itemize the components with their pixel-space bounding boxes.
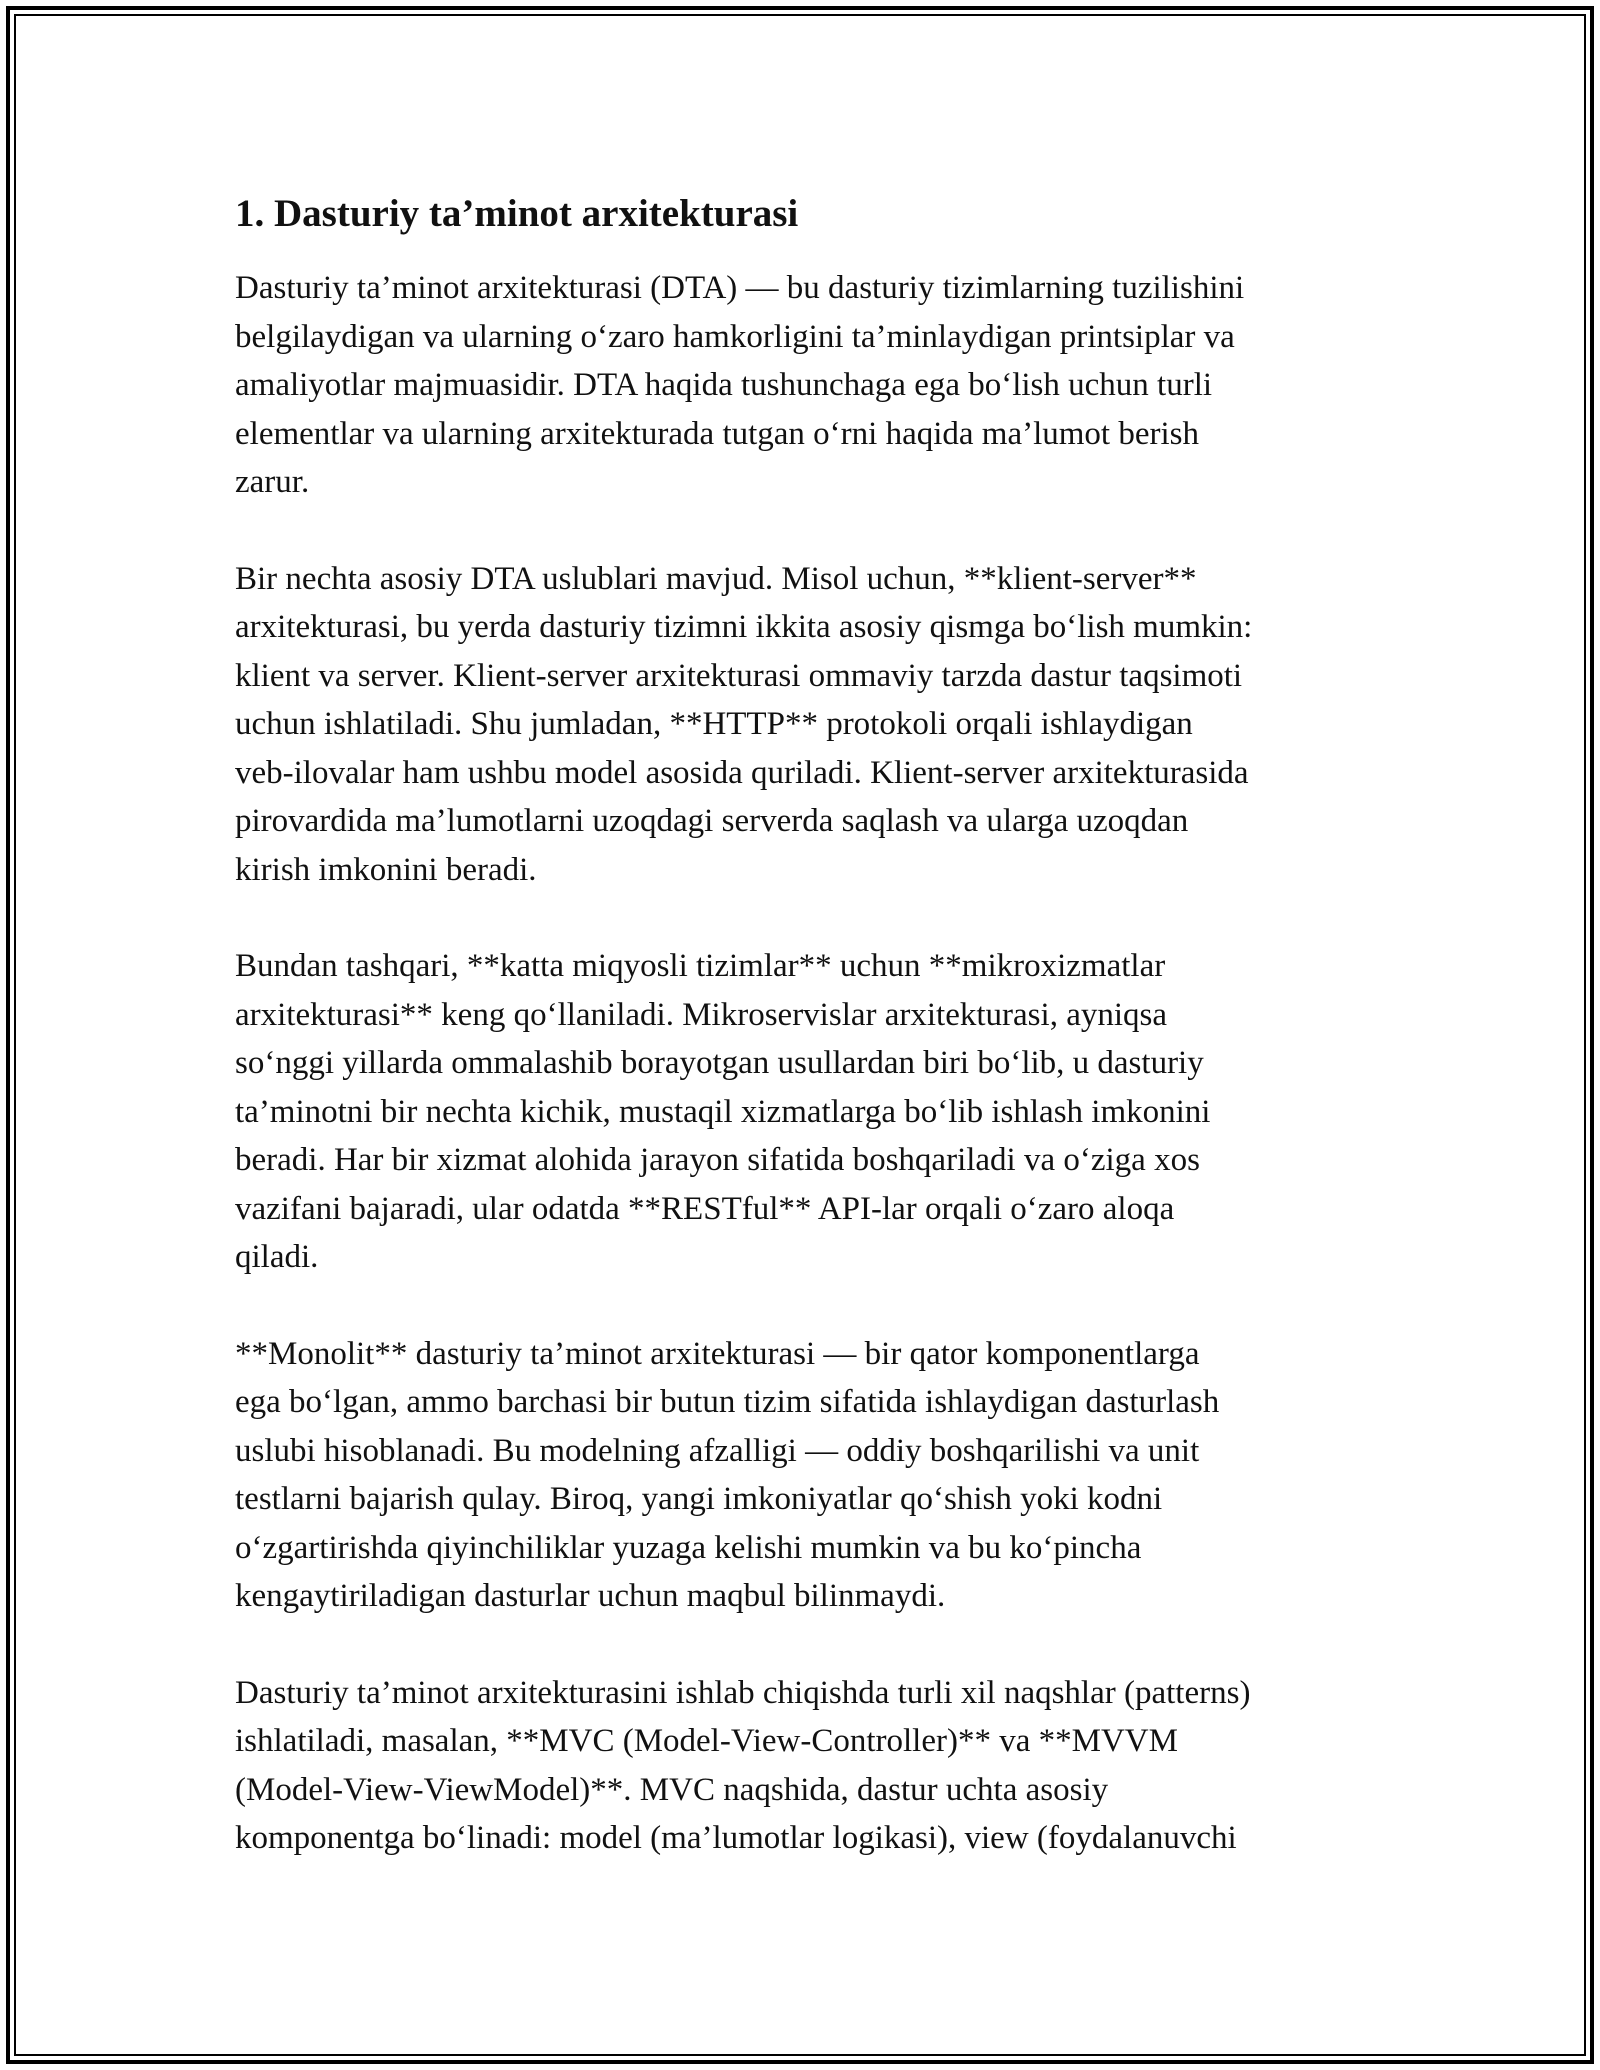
paragraph-client-server: Bir nechta asosiy DTA uslublari mavjud. Misol uchun, **klient-server** arxitekturasi, bu yerda dasturiy tizimni ikkita asosiy qismga bo‘lish mumkin: klient va server. Klient-server arxitekturasi ommaviy tarzda dastur taqsimoti uchun ishlatiladi. Shu jumladan, **HTTP** protokoli orqali ishlaydigan veb-ilovalar ham ushbu model asosida quriladi. Klient-server arxitekturasida pirovardida ma’lumotlarni uzoqdagi serverda saqlash va ularga uzoqdan kirish imkonini beradi. (235, 560, 1253, 888)
paragraph-definition: Dasturiy ta’minot arxitekturasi (DTA) — bu dasturiy tizimlarning tuzilishini belgilaydigan va ularning o‘zaro hamkorligini ta’minlaydigan printsiplar va amaliyotlar majmuasidir. DTA haqida tushunchaga ega bo‘lish uchun turli elementlar va ularning arxitekturada tutgan o‘rni haqida ma’lumot berish zarur. (235, 270, 1245, 500)
paragraph-patterns: Dasturiy ta’minot arxitekturasini ishlab chiqishda turli xil naqshlar (patterns) ishlatiladi, masalan, **MVC (Model-View-Controller)** va **MVVM (Model-View-ViewModel)**. MVC naqshida, dastur uchta asosiy komponentga bo‘linadi: model (ma’lumotlar logikasi), view (foydalanuvchi (235, 1674, 1251, 1856)
paragraph-microservices: Bundan tashqari, **katta miqyosli tizimlar** uchun **mikroxizmatlar arxitekturasi** keng qo‘llaniladi. Mikroservislar arxitekturasi, ayniqsa so‘nggi yillarda ommalashib borayotgan usullardan biri bo‘lib, u dasturiy ta’minotni bir nechta kichik, mustaqil xizmatlarga bo‘lib ishlash imkonini beradi. Har bir xizmat alohida jarayon sifatida boshqariladi va o‘ziga xos vazifani bajaradi, ular odatda **RESTful** API-lar orqali o‘zaro aloqa qiladi. (235, 948, 1211, 1275)
document-body (235, 186, 1370, 1911)
paragraph-monolith: **Monolit** dasturiy ta’minot arxitekturasi — bir qator komponentlarga ega bo‘lgan, ammo barchasi bir butun tizim sifatida ishlaydigan dasturlash uslubi hisoblanadi. Bu modelning afzalligi — oddiy boshqarilishi va unit testlarni bajarish qulay. Biroq, yangi imkoniyatlar qo‘shish yoki kodni o‘zgartirishda qiyinchiliklar yuzaga kelishi mumkin va bu ko‘pincha kengaytiriladigan dasturlar uchun maqbul bilinmaydi. (235, 1335, 1220, 1614)
section-heading: 1. Dasturiy ta’minot arxitekturasi (235, 192, 799, 235)
